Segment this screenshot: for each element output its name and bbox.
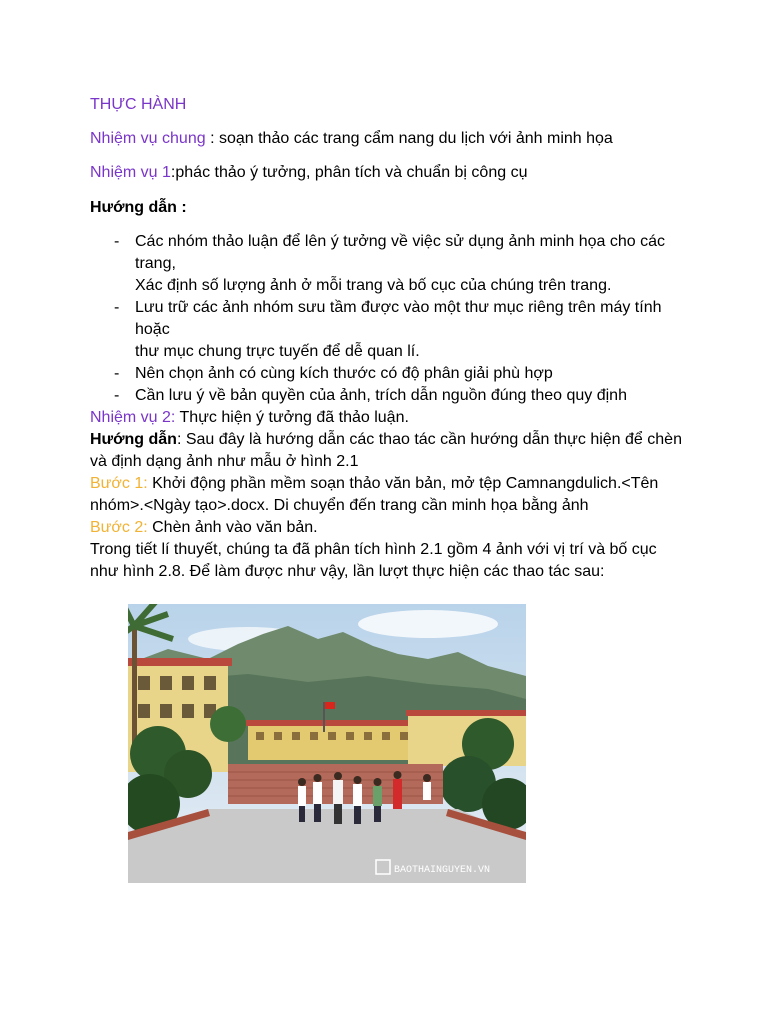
bullet-marker: - xyxy=(114,233,120,250)
bullet-line: Các nhóm thảo luận để lên ý tưởng về việc sử dụng ảnh minh họa cho các xyxy=(135,233,666,250)
school-campus-photo xyxy=(128,604,526,883)
step1-label: Bước 1: xyxy=(90,475,148,492)
task1-line xyxy=(90,162,527,184)
photo-illustration xyxy=(128,604,526,883)
bullet-line: trang, xyxy=(135,255,176,272)
step1-line2: nhóm>.<Ngày tạo>.docx. Di chuyển đến trang cần minh họa bằng ảnh xyxy=(90,497,589,514)
guide2-text: : Sau đây là hướng dẫn các thao tác cần hướng dẫn thực hiện để chèn xyxy=(176,431,682,448)
task1-text: :phác thảo ý tưởng, phân tích và chuẩn bị công cụ xyxy=(170,164,528,181)
task2-line xyxy=(90,407,409,429)
bullet-line: Lưu trữ các ảnh nhóm sưu tầm được vào một thư mục riêng trên máy tính xyxy=(135,299,662,316)
paragraph-line: Trong tiết lí thuyết, chúng ta đã phân tích hình 2.1 gồm 4 ảnh với vị trí và bố cục xyxy=(90,541,657,558)
photo-watermark: BAOTHAINGUYEN.VN xyxy=(394,865,491,876)
bullet-line: Xác định số lượng ảnh ở mỗi trang và bố cục của chúng trên trang. xyxy=(135,277,612,294)
guide2-line xyxy=(90,429,682,451)
step1-text: Khởi động phần mềm soạn thảo văn bản, mở tệp Camnangdulich.<Tên xyxy=(147,475,659,492)
task-general-label: Nhiệm vụ chung xyxy=(90,130,206,147)
step1-line xyxy=(90,473,658,495)
task2-text: Thực hiện ý tưởng đã thảo luận. xyxy=(175,409,409,426)
bullet-marker: - xyxy=(114,387,120,404)
task-general-text: : soạn thảo các trang cẩm nang du lịch với ảnh minh họa xyxy=(205,130,613,147)
task1-label: Nhiệm vụ 1 xyxy=(90,164,171,181)
step2-text: Chèn ảnh vào văn bản. xyxy=(147,519,318,536)
bullet-line: hoặc xyxy=(135,321,170,338)
bullet-line: Cần lưu ý về bản quyền của ảnh, trích dẫn nguồn đúng theo quy định xyxy=(135,387,627,404)
bullet-line: Nên chọn ảnh có cùng kích thước có độ phân giải phù hợp xyxy=(135,365,553,382)
section-heading xyxy=(90,94,186,116)
guide2-label: Hướng dẫn xyxy=(90,431,177,448)
guide1-label: Hướng dẫn : xyxy=(90,199,187,216)
paragraph-line: như hình 2.8. Để làm được như vậy, lần lượt thực hiện các thao tác sau: xyxy=(90,563,605,580)
task2-label: Nhiệm vụ 2: xyxy=(90,409,176,426)
step2-label: Bước 2: xyxy=(90,519,148,536)
bullet-marker: - xyxy=(114,365,120,382)
task-general-line xyxy=(90,128,613,150)
bullet-marker: - xyxy=(114,299,120,316)
guide2-line2: và định dạng ảnh như mẫu ở hình 2.1 xyxy=(90,453,359,470)
step2-line xyxy=(90,517,318,539)
bullet-line: thư mục chung trực tuyến để dễ quan lí. xyxy=(135,343,420,360)
heading-text: THỰC HÀNH xyxy=(90,96,187,113)
